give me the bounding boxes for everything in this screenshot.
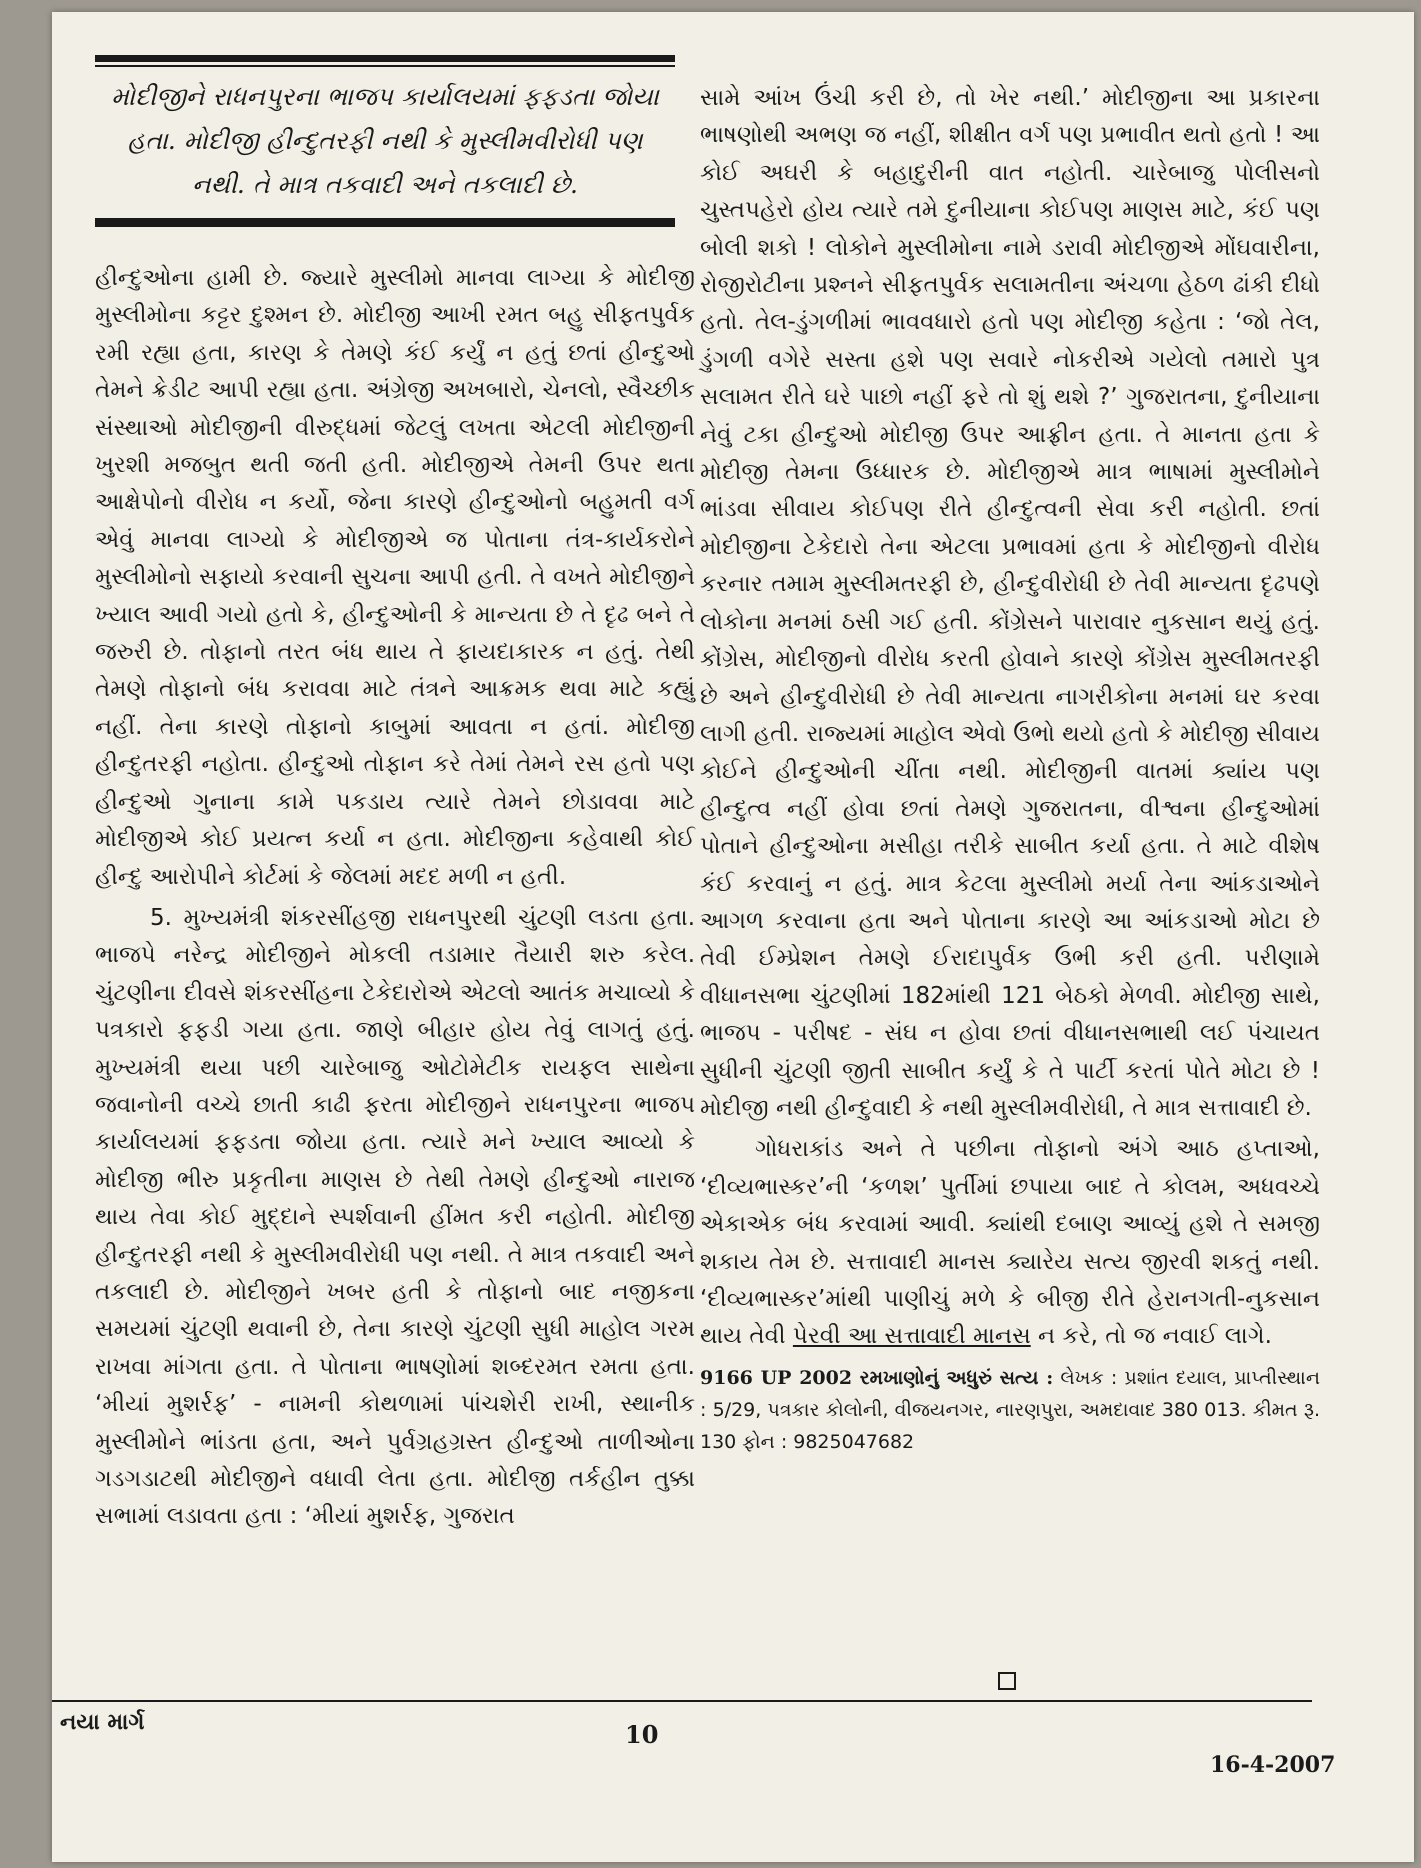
article-paragraph: હીન્દુઓના હામી છે. જ્યારે મુસ્લીમો માનવા લાગ્યા કે મોદીજી મુસ્લીમોના કટ્ટર દુશ્મન છે. મોદીજી આખી રમત બહુ સીફતપુર્વક રમી રહ્યા હતા, કારણ કે તેમણે કંઈ કર્યું ન હતું છતાં હીન્દુઓ તેમને ક્રેડીટ આપી રહ્યા હતા. અંગ્રેજી અખબારો, ચેનલો, સ્વૈચ્છીક સંસ્થાઓ મોદીજીની વીરુદ્ધમાં જેટલું લખતા એટલી મોદીજીની ખુરશી મજબુત થતી જતી હતી. મોદીજીએ તેમની ઉપર થતા આક્ષેપોનો વીરોધ ન કર્યો, જેના કારણે હીન્દુઓનો બહુમતી વર્ગ એવું માનવા લાગ્યો કે મોદીજીએ જ પોતાના તંત્ર-કાર્યકરોને મુસ્લીમોનો સફાયો કરવાની સુચના આપી હતી. તે વખતે મોદીજીને ખ્યાલ આવી ગયો હતો કે, હીન્દુઓની કે માન્યતા છે તે દૃઢ બને તે જરુરી છે. તોફાનો તરત બંધ થાય તે ફાયદાકારક ન હતું. તેથી તેમણે તોફાનો બંધ કરાવવા માટે તંત્રને આક્રમક થવા માટે કહ્યું નહીં. તેના કારણે તોફાનો કાબુમાં આવતા ન હતાં. મોદીજી હીન્દુતરફી નહોતા. હીન્દુઓ તોફાન કરે તેમાં તેમને રસ હતો પણ હીન્દુઓ ગુનાના કામે પકડાય ત્યારે તેમને છોડાવવા માટે મોદીજીએ કોઈ પ્રયત્ન કર્યા ન હતા. મોદીજીના કહેવાથી કોઈ હીન્દુ આરોપીને કોર્ટમાં કે જેલમાં મદદ મળી ન હતી. bbox=[95, 265, 695, 890]
left-column bbox=[95, 260, 695, 1536]
closing-text-end: ન કરે, તો જ નવાઈ લાગે. bbox=[1030, 1323, 1272, 1350]
book-title: 9166 UP 2002 રમખાણોનું અધુરું સત્ય : bbox=[700, 1366, 1054, 1389]
underlined-phrase: પેરવી આ સત્તાવાદી માનસ bbox=[792, 1323, 1031, 1350]
pull-quote-bottom-rule bbox=[95, 220, 675, 227]
pull-quote-text: મોદીજીને રાધનપુરના ભાજપ કાર્યાલયમાં ફફડતા જોયા હતા. મોદીજી હીન્દુતરફી નથી કે મુસ્લીમવીરોધી પણ નથી. તે માત્ર તકવાદી અને તકલાદી છે. bbox=[111, 82, 659, 199]
issue-date: 16-4-2007 bbox=[1210, 1752, 1336, 1778]
footer-rule bbox=[52, 1700, 1312, 1702]
book-details: લેખક : પ્રશાંત દયાલ, પ્રાપ્તીસ્થાન : 5/29, પત્રકાર કોલોની, વીજયનગર, નારણપુરા, અમદાવાદ 380 013. કીમત રૂ. 130 ફોન : 9825047682 bbox=[700, 1366, 1320, 1453]
magazine-name: નયા માર્ગ bbox=[60, 1710, 145, 1735]
article-paragraph-closing bbox=[700, 1131, 1320, 1355]
book-info bbox=[700, 1362, 1320, 1458]
pull-quote-top-rule bbox=[95, 55, 675, 62]
closing-text: ગોધરાકાંડ અને તે પછીના તોફાનો અંગે આઠ હપ્તાઓ, ‘દીવ્યભાસ્કર’ની ‘કળશ’ પુર્તીમાં છપાયા બાદ તે કોલમ, અધવચ્ચે એકાએક બંધ કરવામાં આવી. ક્યાંથી દબાણ આવ્યું હશે તે સમજી શકાય તેમ છે. સત્તાવાદી માનસ ક્યારેય સત્ય જીરવી શકતું નથી. ‘દીવ્યભાસ્કર’માંથી પાણીચું મળે કે બીજી રીતે હેરાનગતી-નુકસાન થાય તેવી bbox=[700, 1136, 1320, 1350]
page-number: 10 bbox=[625, 1720, 659, 1749]
pull-quote-box bbox=[95, 55, 675, 227]
article-paragraph: 5. મુખ્યમંત્રી શંકરસીંહજી રાધનપુરથી ચુંટણી લડતા હતા. ભાજપે નરેન્દ્ર મોદીજીને મોકલી તડામાર તૈયારી શરુ કરેલ. ચુંટણીના દીવસે શંકરસીંહના ટેકેદારોએ એટલો આતંક મચાવ્યો કે પત્રકારો ફફડી ગયા હતા. જાણે બીહાર હોય તેવું લાગતું હતું. મુખ્યમંત્રી થયા પછી ચારેબાજુ ઓટોમેટીક રાયફલ સાથેના જવાનોની વચ્ચે છાતી કાઢી ફરતા મોદીજીને રાધનપુરના ભાજપ કાર્યાલયમાં ફફડતા જોયા હતા. ત્યારે મને ખ્યાલ આવ્યો કે મોદીજી ભીરુ પ્રકૃતીના માણસ છે તેથી તેમણે હીન્દુઓ નારાજ થાય તેવા કોઈ મુદ્દાને સ્પર્શવાની હીંમત કરી નહોતી. મોદીજી હીન્દુતરફી નથી કે મુસ્લીમવીરોધી પણ નથી. તે માત્ર તકવાદી અને તકલાદી છે. મોદીજીને ખબર હતી કે તોફાનો બાદ નજીકના સમયમાં ચુંટણી થવાની છે, તેના કારણે ચુંટણી સુધી માહોલ ગરમ રાખવા માંગતા હતા. તે પોતાના ભાષણોમાં શબ્દરમત રમતા હતા. ‘મીયાં મુશર્રફ’ - નામની કોથળામાં પાંચશેરી રાખી, સ્થાનીક મુસ્લીમોને ભાંડતા હતા, અને પુર્વગ્રહગ્રસ્ત હીન્દુઓ તાળીઓના ગડગડાટથી મોદીજીને વધાવી લેતા હતા. મોદીજી તર્કહીન તુક્કા સભામાં લડાવતા હતા : ‘મીયાં મુશર્રફ, ગુજરાત bbox=[95, 904, 695, 1530]
end-of-article-icon bbox=[998, 1670, 1016, 1690]
right-column bbox=[700, 80, 1320, 1477]
article-paragraph: સામે આંખ ઉંચી કરી છે, તો ખેર નથી.’ મોદીજીના આ પ્રકારના ભાષણોથી અભણ જ નહીં, શીક્ષીત વર્ગ પણ પ્રભાવીત થતો હતો ! આ કોઈ અઘરી કે બહાદુરીની વાત નહોતી. ચારેબાજુ પોલીસનો ચુસ્તપહેરો હોય ત્યારે તમે દુનીયાના કોઈપણ માણસ માટે, કંઈ પણ બોલી શકો ! લોકોને મુસ્લીમોના નામે ડરાવી મોદીજીએ મોંઘવારીના, રોજીરોટીના પ્રશ્નને સીફતપુર્વક સલામતીના અંચળા હેઠળ ઢાંકી દીધો હતો. તેલ-ડુંગળીમાં ભાવવધારો હતો પણ મોદીજી કહેતા : ‘જો તેલ, ડુંગળી વગેરે સસ્તા હશે પણ સવારે નોકરીએ ગયેલો તમારો પુત્ર સલામત રીતે ઘરે પાછો નહીં ફરે તો શું થશે ?’ ગુજરાતના, દુનીયાના નેવું ટકા હીન્દુઓ મોદીજી ઉપર આફ્રીન હતા. તે માનતા હતા કે મોદીજી તેમના ઉધ્ધારક છે. મોદીજીએ માત્ર ભાષામાં મુસ્લીમોને ભાંડવા સીવાય કોઈપણ રીતે હીન્દુત્વની સેવા કરી નહોતી. છતાં મોદીજીના ટેકેદારો તેના એટલા પ્રભાવમાં હતા કે મોદીજીનો વીરોધ કરનાર તમામ મુસ્લીમતરફી છે, હીન્દુવીરોધી છે તેવી માન્યતા દૃઢપણે લોકોના મનમાં ઠસી ગઈ હતી. કોંગ્રેસને પારાવાર નુકસાન થયું હતું. કોંગ્રેસ, મોદીજીનો વીરોધ કરતી હોવાને કારણે કોંગ્રેસ મુસ્લીમતરફી છે અને હીન્દુવીરોધી છે તેવી માન્યતા નાગરીકોના મનમાં ઘર કરવા લાગી હતી. રાજ્યમાં માહોલ એવો ઉભો થયો હતો કે મોદીજી સીવાય કોઈને હીન્દુઓની ચીંતા નથી. મોદીજીની વાતમાં ક્યાંય પણ હીન્દુત્વ નહીં હોવા છતાં તેમણે ગુજરાતના, વીશ્વના હીન્દુઓમાં પોતાને હીન્દુઓના મસીહા તરીકે સાબીત કર્યા હતા. તે માટે વીશેષ કંઈ કરવાનું ન હતું. માત્ર કેટલા મુસ્લીમો મર્યા તેના આંકડાઓને આગળ કરવાના હતા અને પોતાના કારણે આ આંકડાઓ મોટા છે તેવી ઈમ્પ્રેશન તેમણે ઈરાદાપુર્વક ઉભી કરી હતી. પરીણામે વીધાનસભા ચુંટણીમાં 182માંથી 121 બેઠકો મેળવી. મોદીજી સાથે, ભાજપ - પરીષદ - સંઘ ન હોવા છતાં વીધાનસભાથી લઈ પંચાયત સુધીની ચુંટણી જીતી સાબીત કર્યું કે તે પાર્ટી કરતાં પોતે મોટા છે ! મોદીજી નથી હીન્દુવાદી કે નથી મુસ્લીમવીરોધી, તે માત્ર સત્તાવાદી છે. bbox=[700, 85, 1320, 1121]
